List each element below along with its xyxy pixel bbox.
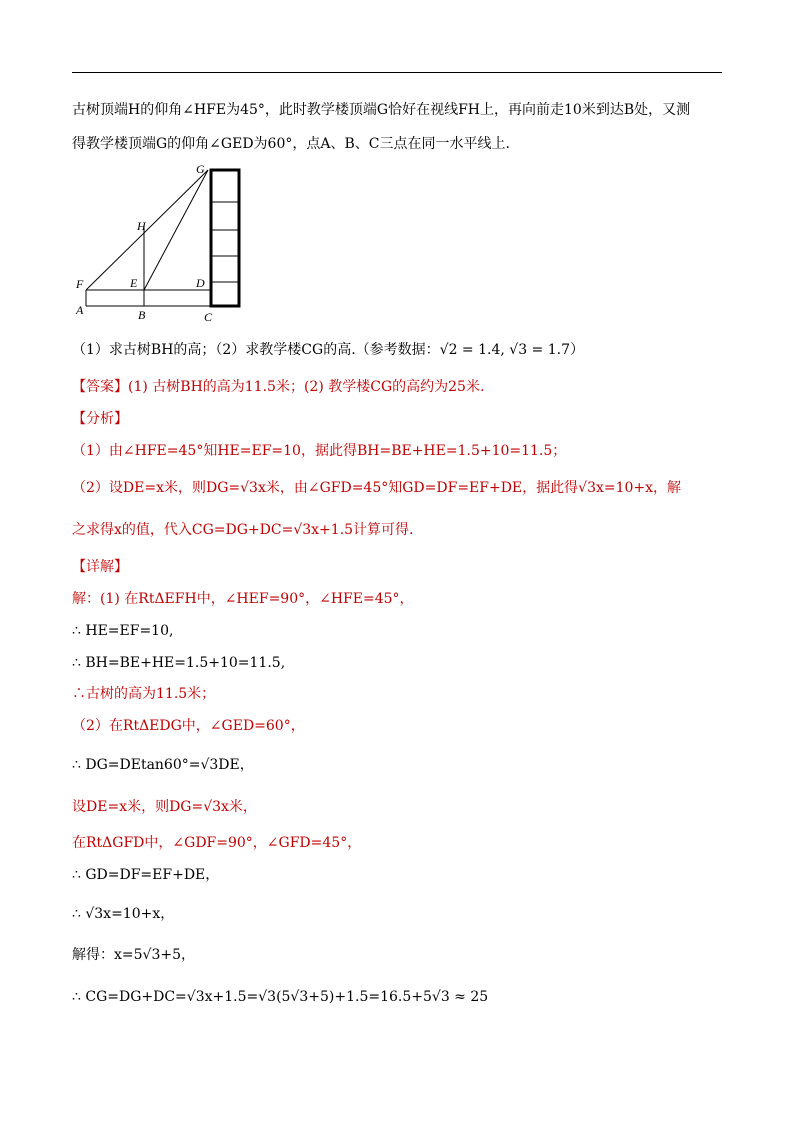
analysis-line-3: 之求得x的值，代入CG=DG+DC=√3x+1.5计算可得. [72,522,414,538]
detail-line-8: 在RtΔGFD中，∠GDF=90°，∠GFD=45°， [72,835,362,851]
building [211,170,239,306]
detail-line-4: ∴古树的高为11.5米； [72,686,216,702]
question-line: （1）求古树BH的高；（2）求教学楼CG的高.（参考数据：√2 = 1.4, √3 = 1.7） [72,342,585,358]
label-b: B [138,308,146,322]
analysis-tag: 【分析】 [72,411,128,427]
detail-line-12: ∴ CG=DG+DC=√3x+1.5=√3(5√3+5)+1.5=16.5+5√3 ≈ 25 [72,989,489,1005]
answer-text: (1) 古树BH的高为11.5米；(2) 教学楼CG的高约为25米. [128,379,485,395]
detail-line-9: ∴ GD=DF=EF+DE， [72,867,220,883]
problem-line-1: 古树顶端H的仰角∠HFE为45°，此时教学楼顶端G恰好在视线FH上，再向前走10米到达B处，又测 [72,102,691,118]
detail-line-3: ∴ BH=BE+HE=1.5+10=11.5, [72,655,286,671]
detail-line-11: 解得：x=5√3+5， [72,947,195,963]
answer-line [72,377,732,397]
sight-line-eg [144,170,208,290]
detail-line-7: 设DE=x米，则DG=√3x米， [72,799,257,815]
label-g: G [196,162,205,176]
detail-line-6: ∴ DG=DEtan60°=√3DE， [72,757,254,773]
geometry-figure [68,160,268,330]
detail-line-1: 解：(1) 在RtΔEFH中，∠HEF=90°，∠HFE=45°， [72,591,414,607]
label-h: H [137,219,146,233]
analysis-line-2: （2）设DE=x米，则DG=√3x米，由∠GFD=45°知GD=DF=EF+DE，据此得√3x=10+x，解 [72,480,682,496]
label-c: C [204,310,213,324]
label-f: F [76,277,84,291]
detail-line-10: ∴ √3x=10+x， [72,906,175,922]
label-d: D [196,276,205,290]
detail-line-2: ∴ HE=EF=10, [72,623,174,639]
problem-line-2: 得教学楼顶端G的仰角∠GED为60°，点A、B、C三点在同一水平线上. [72,136,510,152]
sight-line-fg [86,170,208,290]
label-e: E [130,276,138,290]
answer-tag: 【答案】 [72,379,128,395]
header-rule [72,72,722,73]
detail-line-5: （2）在RtΔEDG中，∠GED=60°， [72,718,305,734]
label-a: A [76,303,84,317]
analysis-line-1: （1）由∠HFE=45°知HE=EF=10，据此得BH=BE+HE=1.5+10=11.5； [72,443,567,459]
detail-tag: 【详解】 [72,559,128,575]
